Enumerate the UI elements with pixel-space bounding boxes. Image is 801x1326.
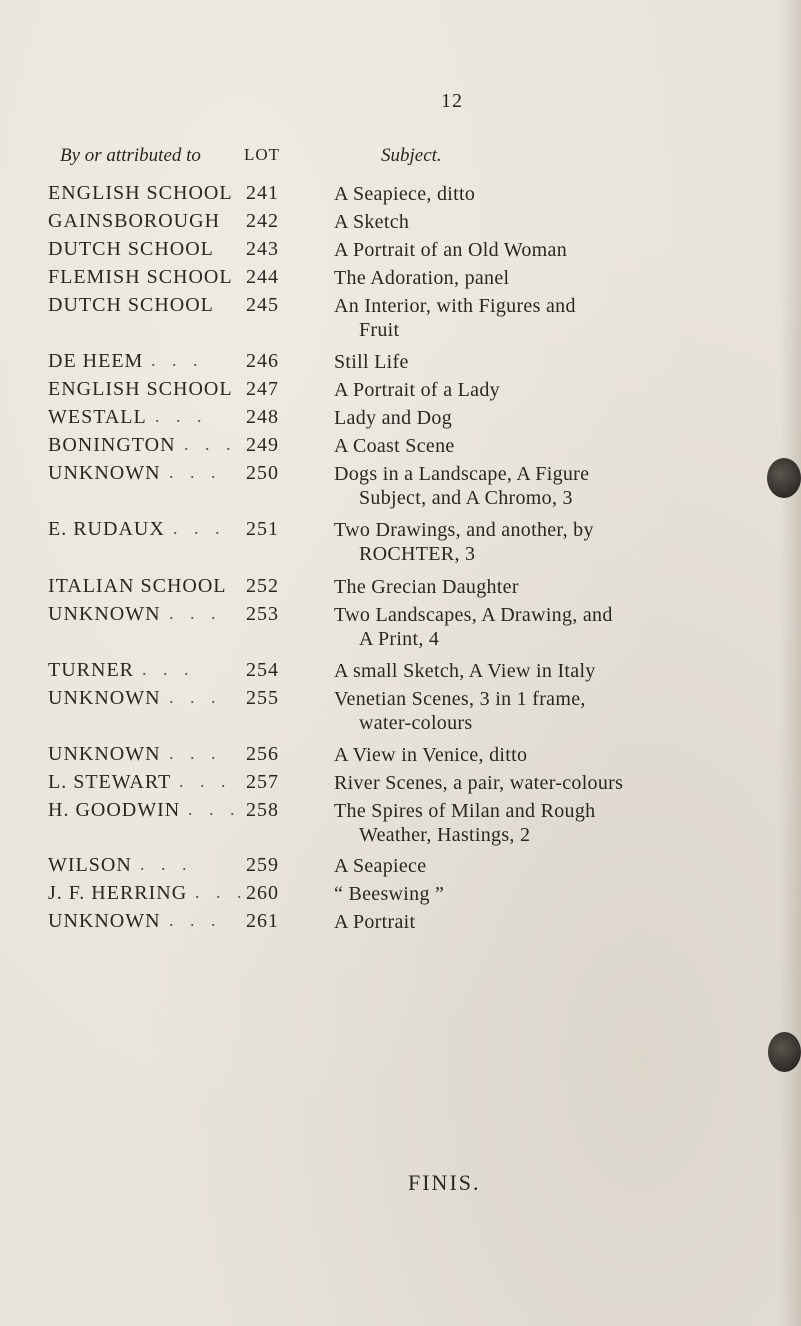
catalogue-row xyxy=(0,687,801,734)
artist-name: E. RUDAUX xyxy=(48,518,165,540)
leader-dots: . . . xyxy=(173,518,226,538)
lot-number: 248 xyxy=(246,406,279,428)
finis-text: FINIS. xyxy=(408,1170,481,1195)
leader-dots: . . . xyxy=(179,771,232,791)
subject-text xyxy=(334,462,769,510)
catalogue-row xyxy=(0,434,801,464)
catalogue-row xyxy=(0,378,801,408)
lot-number: 244 xyxy=(246,266,279,288)
artist-name: TURNER xyxy=(48,659,134,681)
subject-text xyxy=(334,182,769,206)
lot-number: 259 xyxy=(246,854,279,876)
lot-number: 253 xyxy=(246,603,279,625)
header-subject: Subject. xyxy=(381,145,442,166)
artist-name: UNKNOWN xyxy=(48,743,161,765)
subject-line: A Portrait of a Lady xyxy=(334,379,500,401)
subject-line: Dogs in a Landscape, A Figure xyxy=(334,463,590,485)
subject-text xyxy=(334,406,769,430)
subject-line: An Interior, with Figures and xyxy=(334,295,576,317)
lot-number: 258 xyxy=(246,799,279,821)
subject-line: A View in Venice, ditto xyxy=(334,744,528,766)
lot-number: 243 xyxy=(246,238,279,260)
binding-hole-bottom xyxy=(768,1032,801,1072)
artist-name: UNKNOWN xyxy=(48,462,161,484)
lot-number: 261 xyxy=(246,910,279,932)
artist-name: ENGLISH SCHOOL xyxy=(48,182,233,204)
catalogue-row xyxy=(0,910,801,940)
header-artist: By or attributed to xyxy=(60,145,201,166)
catalogue-row xyxy=(0,462,801,509)
leader-dots: . . . xyxy=(188,799,241,819)
artist-name: FLEMISH SCHOOL xyxy=(48,266,233,288)
artist-name: GAINSBOROUGH xyxy=(48,210,221,232)
subject-text xyxy=(334,771,769,795)
subject-text xyxy=(334,266,769,290)
catalogue-row xyxy=(0,854,801,884)
lot-number: 250 xyxy=(246,462,279,484)
catalogue-row xyxy=(0,799,801,846)
lot-number: 251 xyxy=(246,518,279,540)
header-lot: LOT xyxy=(244,145,281,164)
subject-line: A Portrait of an Old Woman xyxy=(334,239,568,261)
artist-name: H. GOODWIN xyxy=(48,799,181,821)
lot-number: 249 xyxy=(246,434,279,456)
artist-name: UNKNOWN xyxy=(48,603,161,625)
lot-number: 256 xyxy=(246,743,279,765)
leader-dots: . . . xyxy=(184,434,237,454)
artist-name: WILSON xyxy=(48,854,132,876)
catalogue-row xyxy=(0,294,801,341)
artist-name: UNKNOWN xyxy=(48,687,161,709)
subject-line: A Seapiece, ditto xyxy=(334,183,476,205)
leader-dots: . . . xyxy=(169,687,222,707)
catalogue-row xyxy=(0,350,801,380)
catalogue-row xyxy=(0,575,801,605)
subject-text xyxy=(334,854,769,878)
artist-name: L. STEWART xyxy=(48,771,172,793)
subject-text xyxy=(334,238,769,262)
lot-number: 241 xyxy=(246,182,279,204)
subject-text xyxy=(334,294,769,342)
lot-number: 260 xyxy=(246,882,279,904)
lot-number: 242 xyxy=(246,210,279,232)
catalogue-row xyxy=(0,182,801,212)
subject-line: River Scenes, a pair, water-colours xyxy=(334,772,624,794)
subject-line: A Portrait xyxy=(334,911,416,933)
lot-number: 246 xyxy=(246,350,279,372)
catalogue-row xyxy=(0,210,801,240)
artist-name: ITALIAN SCHOOL xyxy=(48,575,227,597)
catalogue-row xyxy=(0,659,801,689)
subject-text xyxy=(334,575,769,599)
subject-line: “ Beeswing ” xyxy=(334,883,445,905)
artist-name: DE HEEM xyxy=(48,350,144,372)
subject-text xyxy=(334,743,769,767)
lot-number: 257 xyxy=(246,771,279,793)
lot-number: 252 xyxy=(246,575,279,597)
leader-dots: . . . xyxy=(169,462,222,482)
subject-continuation: Weather, Hastings, 2 xyxy=(359,824,531,846)
lot-number: 254 xyxy=(246,659,279,681)
leader-dots: . . . xyxy=(169,603,222,623)
subject-text xyxy=(334,659,769,683)
leader-dots: . . . xyxy=(155,406,208,426)
leader-dots: . . . xyxy=(142,659,195,679)
subject-line: A Coast Scene xyxy=(334,435,455,457)
subject-line: Two Landscapes, A Drawing, and xyxy=(334,604,613,626)
artist-name: DUTCH SCHOOL xyxy=(48,294,214,316)
subject-line: The Grecian Daughter xyxy=(334,576,519,598)
artist-name: DUTCH SCHOOL xyxy=(48,238,214,260)
subject-text xyxy=(334,799,769,847)
subject-continuation: A Print, 4 xyxy=(359,628,440,650)
leader-dots: . . . xyxy=(151,350,204,370)
subject-line: A Seapiece xyxy=(334,855,427,877)
catalogue-row xyxy=(0,603,801,650)
lot-number: 245 xyxy=(246,294,279,316)
artist-name: ENGLISH SCHOOL xyxy=(48,378,233,400)
subject-line: The Spires of Milan and Rough xyxy=(334,800,596,822)
subject-continuation: ROCHTER, 3 xyxy=(359,543,476,565)
leader-dots: . . . xyxy=(140,854,193,874)
subject-line: A small Sketch, A View in Italy xyxy=(334,660,596,682)
subject-text xyxy=(334,434,769,458)
page-number: 12 xyxy=(441,90,463,112)
leader-dots: . . . xyxy=(169,743,222,763)
catalogue-row xyxy=(0,406,801,436)
catalogue-row xyxy=(0,266,801,296)
subject-text xyxy=(334,687,769,735)
lot-number: 247 xyxy=(246,378,279,400)
subject-continuation: Fruit xyxy=(359,319,400,341)
artist-name: J. F. HERRING xyxy=(48,882,188,904)
subject-continuation: Subject, and A Chromo, 3 xyxy=(359,487,573,509)
subject-line: A Sketch xyxy=(334,211,410,233)
catalogue-row xyxy=(0,771,801,801)
leader-dots: . . . xyxy=(195,882,248,902)
subject-continuation: water-colours xyxy=(359,712,473,734)
subject-text xyxy=(334,210,769,234)
subject-text xyxy=(334,603,769,651)
subject-text xyxy=(334,378,769,402)
lot-number: 255 xyxy=(246,687,279,709)
artist-name: UNKNOWN xyxy=(48,910,161,932)
artist-name: BONINGTON xyxy=(48,434,176,456)
subject-text xyxy=(334,518,769,566)
subject-text xyxy=(334,882,769,906)
catalogue-row xyxy=(0,743,801,773)
catalogue-row xyxy=(0,238,801,268)
catalogue-row xyxy=(0,518,801,565)
subject-line: Two Drawings, and another, by xyxy=(334,519,594,541)
artist-name: WESTALL xyxy=(48,406,147,428)
subject-text xyxy=(334,910,769,934)
subject-line: The Adoration, panel xyxy=(334,267,510,289)
leader-dots: . . . xyxy=(169,910,222,930)
subject-line: Still Life xyxy=(334,351,409,373)
subject-line: Venetian Scenes, 3 in 1 frame, xyxy=(334,688,586,710)
subject-text xyxy=(334,350,769,374)
subject-line: Lady and Dog xyxy=(334,407,453,429)
catalogue-row xyxy=(0,882,801,912)
